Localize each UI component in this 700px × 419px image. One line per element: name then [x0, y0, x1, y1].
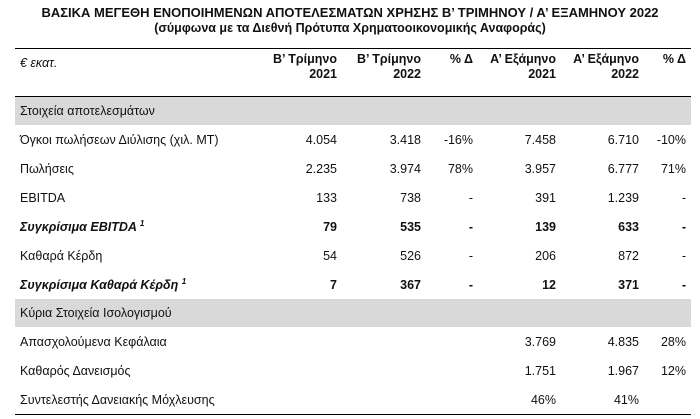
- table-cell: -: [681, 190, 686, 205]
- table-cell: 535: [400, 219, 421, 234]
- footnote-marker: 1: [139, 218, 145, 228]
- table-cell: -: [681, 248, 686, 263]
- row-label: Καθαρός Δανεισμός: [20, 363, 131, 378]
- table-row: [15, 356, 691, 385]
- table-cell: 3.957: [524, 161, 556, 176]
- table-cell: -: [468, 248, 473, 263]
- table-header-row: [15, 49, 691, 97]
- table-cell: [256, 385, 342, 415]
- table-cell: [644, 385, 691, 415]
- table-cell: [426, 385, 478, 415]
- table-cell: 4.054: [305, 132, 337, 147]
- table-cell: 7: [330, 277, 337, 292]
- table-cell: [342, 385, 426, 415]
- table-cell: -: [681, 219, 686, 234]
- table-cell: [426, 356, 478, 385]
- table-cell: 7.458: [524, 132, 556, 147]
- table-cell: [342, 356, 426, 385]
- row-label: Συγκρίσιμα EBITDA $^1$: [20, 218, 145, 234]
- table-cell: 12%: [660, 363, 686, 378]
- table-row: [15, 212, 691, 241]
- footnote-marker: 1: [181, 276, 187, 286]
- table-cell: 3.769: [524, 334, 556, 349]
- table-cell: 1.239: [607, 190, 639, 205]
- row-label: Απασχολούμενα Κεφάλαια: [20, 334, 167, 349]
- table-cell: 6.710: [607, 132, 639, 147]
- column-header: % Δ: [426, 49, 478, 97]
- table-cell: 371: [618, 277, 639, 292]
- table-row: [15, 241, 691, 270]
- row-label: EBITDA: [20, 190, 66, 205]
- column-header: Β’ Τρίμηνο 2022: [342, 49, 426, 97]
- table-cell: 79: [323, 219, 337, 234]
- table-cell: 206: [535, 248, 556, 263]
- column-header: Α’ Εξάμηνο 2022: [561, 49, 644, 97]
- table-cell: 4.835: [607, 334, 639, 349]
- table-cell: [256, 356, 342, 385]
- results-table: [15, 48, 691, 415]
- column-header: Α’ Εξάμηνο 2021: [478, 49, 561, 97]
- table-cell: 738: [400, 190, 421, 205]
- table-cell: -10%: [656, 132, 686, 147]
- table-cell: 6.777: [607, 161, 639, 176]
- table-cell: 54: [323, 248, 337, 263]
- table-cell: 391: [535, 190, 556, 205]
- table-cell: 367: [400, 277, 421, 292]
- table-cell: 3.974: [389, 161, 421, 176]
- table-cell: -: [468, 277, 473, 292]
- table-row: [15, 385, 691, 415]
- table-cell: -: [681, 277, 686, 292]
- table-cell: 71%: [660, 161, 686, 176]
- table-row: [15, 125, 691, 154]
- table-cell: -: [468, 190, 473, 205]
- table-cell: 12: [542, 277, 556, 292]
- section-header-row: [15, 299, 691, 327]
- table-row: [15, 183, 691, 212]
- table-cell: 139: [535, 219, 556, 234]
- row-label: Καθαρά Κέρδη: [20, 248, 103, 263]
- row-label: Συγκρίσιμα Καθαρά Κέρδη $^1$: [20, 276, 187, 292]
- table-cell: 133: [316, 190, 337, 205]
- table-cell: [256, 327, 342, 356]
- section-header-row: [15, 97, 691, 126]
- section-title: Κύρια Στοιχεία Ισολογισμού: [15, 299, 691, 327]
- column-header: Β’ Τρίμηνο 2021: [256, 49, 342, 97]
- table-cell: [426, 327, 478, 356]
- table-cell: -: [468, 219, 473, 234]
- table-row: [15, 270, 691, 299]
- section-title: Στοιχεία αποτελεσμάτων: [15, 97, 691, 126]
- table-cell: 28%: [660, 334, 686, 349]
- table-cell: 872: [618, 248, 639, 263]
- row-label: Συντελεστής Δανειακής Μόχλευσης: [15, 385, 256, 415]
- row-label: Όγκοι πωλήσεων Διύλισης (χιλ. ΜΤ): [20, 132, 219, 147]
- row-label: Πωλήσεις: [20, 161, 74, 176]
- table-cell: 3.418: [389, 132, 421, 147]
- unit-label: € εκατ.: [15, 49, 256, 97]
- report-title: ΒΑΣΙΚΑ ΜΕΓΕΘΗ ΕΝΟΠΟΙΗΜΕΝΩΝ ΑΠΟΤΕΛΕΣΜΑΤΩΝ ΧΡΗΣΗΣ Β’ ΤΡΙΜΗΝΟΥ / Α’ ΕΞΑΜΗΝΟΥ 2022: [41, 5, 659, 20]
- table-cell: 78%: [447, 161, 473, 176]
- table-cell: 41%: [561, 385, 644, 415]
- table-row: [15, 327, 691, 356]
- report-subtitle: (σύμφωνα με τα Διεθνή Πρότυπα Χρηματοοικονομικής Αναφοράς): [154, 21, 546, 35]
- table-cell: 2.235: [305, 161, 337, 176]
- table-cell: [342, 327, 426, 356]
- table-row: [15, 154, 691, 183]
- table-cell: -16%: [443, 132, 473, 147]
- table-cell: 46%: [478, 385, 561, 415]
- table-cell: 1.967: [607, 363, 639, 378]
- column-header: % Δ: [644, 49, 691, 97]
- table-cell: 633: [618, 219, 639, 234]
- table-cell: 1.751: [524, 363, 556, 378]
- table-cell: 526: [400, 248, 421, 263]
